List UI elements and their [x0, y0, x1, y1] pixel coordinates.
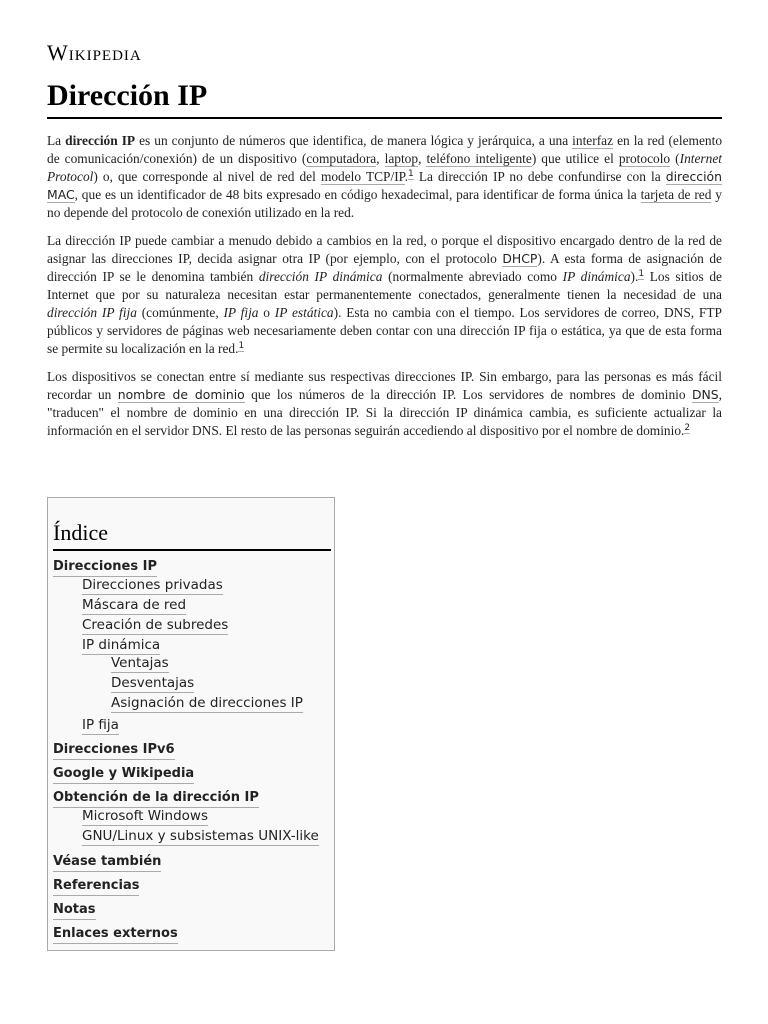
- text: ,: [376, 151, 385, 166]
- text: Los sitios de Internet que por su naturaleza necesitan estar permanentemente conectados, generalmente tienen la necesidad de una: [47, 269, 722, 302]
- toc-item[interactable]: Direcciones IP: [53, 558, 157, 577]
- toc-item[interactable]: Notas: [53, 901, 96, 920]
- text: ,: [418, 151, 427, 166]
- toc-item[interactable]: Direcciones privadas: [82, 577, 223, 593]
- text: .: [404, 169, 409, 184]
- paragraph-1: [47, 132, 722, 222]
- toc-item[interactable]: GNU/Linux y subsistemas UNIX-like: [82, 828, 319, 844]
- text: ).: [630, 269, 639, 284]
- link-telefono-inteligente[interactable]: teléfono inteligente: [426, 151, 532, 166]
- paragraph-3: [47, 368, 722, 440]
- table-of-contents: [47, 497, 335, 951]
- toc-item[interactable]: Ventajas: [111, 655, 169, 671]
- text: (: [670, 151, 680, 166]
- text: es un conjunto de números que identifica, de manera lógica y jerárquica, a una: [135, 133, 573, 148]
- reference-link[interactable]: 1: [238, 340, 245, 351]
- reference-link[interactable]: 1: [408, 168, 414, 179]
- toc-item[interactable]: IP fija: [82, 717, 119, 733]
- italic-term: IP fija: [223, 305, 259, 320]
- link-interfaz[interactable]: interfaz: [572, 133, 614, 148]
- text: (comúnmente,: [136, 305, 224, 320]
- toc-item[interactable]: Obtención de la dirección IP: [53, 789, 259, 808]
- link-protocolo[interactable]: protocolo: [618, 151, 671, 166]
- toc-item[interactable]: Microsoft Windows: [82, 808, 208, 824]
- text: ) o, que corresponde al nivel de red del: [93, 169, 321, 184]
- toc-item[interactable]: Direcciones IPv6: [53, 741, 175, 760]
- italic-term: Internet Protocol: [47, 151, 722, 184]
- link-dhcp[interactable]: DHCP: [502, 251, 538, 266]
- link-direccion-mac[interactable]: dirección MAC: [47, 169, 722, 202]
- link-modelo-tcp-ip[interactable]: modelo TCP/IP: [320, 169, 405, 184]
- reference-superscript: [238, 341, 244, 352]
- link-laptop[interactable]: laptop: [384, 151, 419, 166]
- toc-item[interactable]: Enlaces externos: [53, 925, 178, 944]
- article-body: [47, 132, 722, 450]
- toc-item[interactable]: Referencias: [53, 877, 139, 896]
- toc-item[interactable]: Google y Wikipedia: [53, 765, 194, 784]
- text: , que es un identificador de 48 bits expresado en código hexadecimal, para identificar de forma única la: [74, 187, 641, 202]
- text: La: [47, 133, 66, 148]
- text: La dirección IP no debe confundirse con la: [413, 169, 666, 184]
- text: (normalmente abreviado como: [382, 269, 563, 284]
- text: y no depende del protocolo de conexión utilizado en la red.: [47, 187, 722, 220]
- text: Los dispositivos se conectan entre sí mediante sus respectivas direcciones IP. Sin embargo, para las personas es más fácil recordar un: [47, 369, 722, 402]
- title-divider: [47, 117, 722, 119]
- italic-term: dirección IP dinámica: [258, 269, 383, 284]
- text: , "traducen" el nombre de dominio en una dirección IP. Si la dirección IP dinámica cambia, es suficiente actualizar la información en el servidor DNS. El resto de las personas seguirán accediendo al dispositivo por el nombre de dominio.: [47, 387, 722, 438]
- toc-item[interactable]: Creación de subredes: [82, 617, 229, 633]
- paragraph-2: [47, 232, 722, 358]
- toc-item[interactable]: Máscara de red: [82, 597, 187, 613]
- link-tarjeta-de-red[interactable]: tarjeta de red: [640, 187, 712, 202]
- toc-divider: [53, 549, 331, 551]
- reference-link[interactable]: 1: [638, 268, 645, 279]
- page-title: Dirección IP: [47, 79, 208, 112]
- link-computadora[interactable]: computadora: [306, 151, 377, 166]
- toc-title: Índice: [53, 520, 108, 545]
- text: o: [258, 305, 275, 320]
- italic-term: IP dinámica: [562, 269, 631, 284]
- text: en la red (elemento de comunicación/conexión) de un dispositivo (: [47, 133, 723, 166]
- toc-item[interactable]: Desventajas: [111, 675, 195, 691]
- text: ) que utilice el: [531, 151, 619, 166]
- text: ). A esta forma de asignación de dirección IP se le denomina también: [47, 251, 723, 284]
- toc-item[interactable]: IP dinámica: [82, 637, 161, 653]
- toc-item[interactable]: Véase también: [53, 853, 161, 872]
- wikipedia-wordmark: Wikipedia: [47, 40, 142, 65]
- bold-term: dirección IP: [65, 133, 136, 148]
- italic-term: dirección IP fija: [47, 305, 137, 320]
- text: que los números de la dirección IP. Los servidores de nombres de dominio: [244, 387, 692, 402]
- reference-link[interactable]: 2: [684, 422, 691, 433]
- reference-superscript: [684, 423, 690, 434]
- text: La dirección IP puede cambiar a menudo debido a cambios en la red, o porque el dispositivo encargado dentro de la red de asignar las direcciones IP, decida asignar otra IP (por ejemplo, con el protocolo: [47, 233, 722, 266]
- link-nombre-de-dominio[interactable]: nombre de dominio: [117, 387, 245, 402]
- link-dns[interactable]: DNS: [691, 387, 719, 402]
- italic-term: IP estática: [274, 305, 334, 320]
- text: ). Esta no cambia con el tiempo. Los servidores de correo, DNS, FTP públicos y servidores de páginas web necesariamente deben contar con una dirección IP fija o estática, ya que de esta forma se permite su localización en la red.: [47, 305, 722, 356]
- toc-item[interactable]: Asignación de direcciones IP: [111, 695, 303, 711]
